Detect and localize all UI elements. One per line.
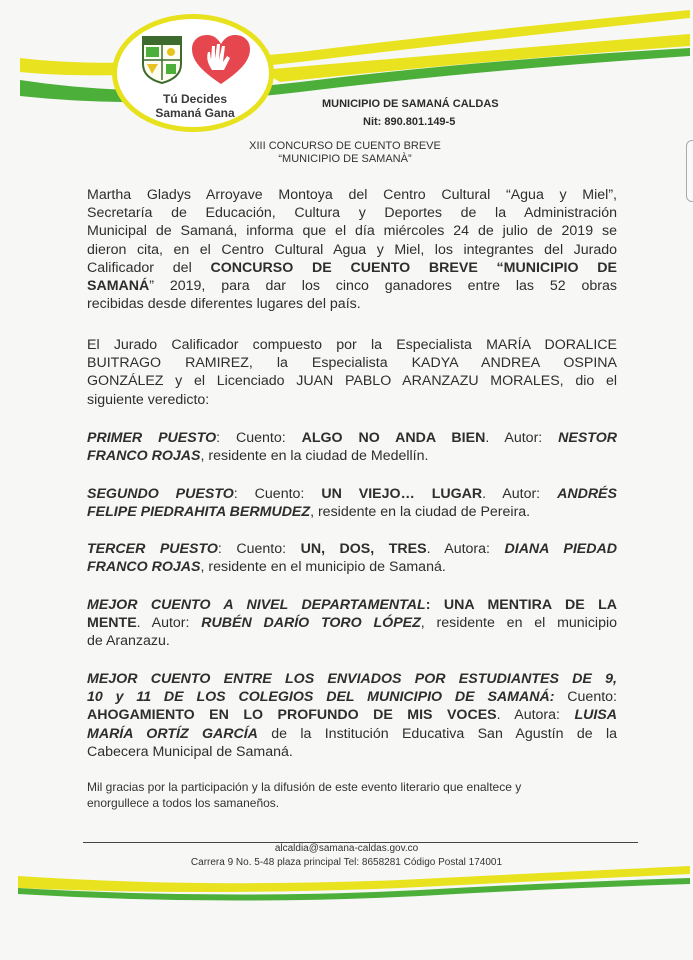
text-span: Cuento: [554,689,617,706]
footer-address: Carrera 9 No. 5-48 plaza principal Tel: 8658281 Código Postal 174001 [190,857,503,868]
author-name: FRANCO ROJAS [87,559,201,576]
text-line [87,447,617,465]
first-place-entry [87,429,617,465]
contest-title: XIII CONCURSO DE CUENTO BREVE [249,140,441,152]
text-line [87,725,617,743]
text-line [87,503,617,521]
text-line: BUITRAGO RAMIREZ, la Especialista KADYA ANDREA OSPINA [87,355,617,372]
story-title: UN, DOS, TRES [300,541,427,557]
text-line: recibidas desde diferentes lugares del país. [87,296,361,313]
text-span: , residente en el municipio de Samaná. [200,559,446,576]
text-span: , residente en la ciudad de Medellín. [200,448,429,465]
shield-crest-icon [140,34,184,84]
place-label: MEJOR CUENTO ENTRE LOS ENVIADOS POR ESTUDIANTES DE 9, [87,671,617,687]
text-line: Municipal de Samaná, informa que el día miércoles 24 de julio de 2019 se [87,223,617,240]
text-span: : Cuento: [217,541,287,557]
author-name: FELIPE PIEDRAHITA BERMUDEZ [87,504,311,521]
text-line: Secretaría de Educación, Cultura y Deportes de la Administración [87,205,617,222]
story-title: AHOGAMIENTO EN LO PROFUNDO DE MIS VOCES [87,707,497,724]
text-line [87,429,617,447]
text-line: de Aranzazu. [87,633,170,650]
text-line: Cabecera Municipal de Samaná. [87,743,293,760]
intro-paragraph [87,186,617,313]
author-name: DIANA PIEDAD [504,541,618,557]
place-label: MEJOR CUENTO A NIVEL DEPARTAMENTAL [87,597,426,613]
heart-hand-icon [190,34,252,86]
text-span: . Autora: [496,707,560,724]
municipality-nit: Nit: 890.801.149-5 [363,116,456,128]
story-title: : UNA MENTIRA DE LA [425,597,617,613]
author-name: MARÍA ORTÍZ GARCÍA [87,725,258,742]
page-edge-tab [686,140,693,202]
text-span: de la Institución Educativa San Agustín de la [257,725,617,742]
text-span: . Autor: [485,430,543,446]
author-name: RUBÉN DARÍO TORO LÓPEZ [201,615,421,632]
text-line [87,688,617,706]
text-line [87,670,617,688]
text-span: , residente en el municipio [420,615,617,632]
place-label: PRIMER PUESTO [87,430,217,446]
text-line: GONZÁLEZ y el Licenciado JUAN PABLO ARANZAZU MORALES, dio el [87,373,617,390]
slogan-line: Samaná Gana [155,106,235,120]
text-span: . Autor: [482,486,541,502]
text-line: Martha Gladys Arroyave Montoya del Centro Cultural “Agua y Miel”, [87,187,617,203]
story-title: ALGO NO ANDA BIEN [301,430,486,446]
text-span: . Autora: [426,541,490,557]
slogan-line: Tú Decides [162,92,228,106]
contest-name: SAMANÁ [87,278,150,295]
text-line: siguiente veredicto: [87,391,210,408]
contest-name: CONCURSO DE CUENTO BREVE “MUNICIPIO DE [210,259,617,276]
author-name: NESTOR [558,430,618,446]
students-entry [87,670,617,761]
author-name: FRANCO ROJAS [87,448,201,465]
text-line: dieron cita, en el Centro Cultural Agua y Miel, los integrantes del Jurado [87,241,617,258]
text-span: : Cuento: [233,486,305,502]
author-name: ANDRÉS [557,486,617,502]
text-span: ” 2019, para dar los cinco ganadores entre las 52 obras [149,278,617,295]
text-line [87,259,617,277]
text-line [87,277,617,295]
contest-subtitle: “MUNICIPIO DE SAMANÀ” [278,153,412,165]
third-place-entry [87,540,617,576]
text-line [87,540,617,558]
municipality-name: MUNICIPIO DE SAMANÁ CALDAS [322,98,499,110]
text-line [87,596,617,614]
departmental-entry [87,596,617,651]
place-label: 10 y 11 DE LOS COLEGIOS DEL MUNICIPIO DE SAMANÁ: [87,689,555,706]
text-line [87,485,617,503]
text-line [87,614,617,632]
text-line [87,558,617,576]
text-span: : Cuento: [216,430,286,446]
text-line: enorgullece a todos los samaneños. [87,796,280,810]
footer-email: alcaldia@samana-caldas.gov.co [274,843,419,854]
text-line: El Jurado Calificador compuesto por la Especialista MARÍA DORALICE [87,337,617,353]
text-line [87,706,617,724]
text-span: . Autor: [136,615,190,632]
text-line: Mil gracias por la participación y la difusión de este evento literario que enaltece y [87,780,522,794]
text-span: , residente en la ciudad de Pereira. [310,504,531,521]
second-place-entry [87,485,617,521]
story-title: MENTE [87,615,137,632]
thanks-paragraph [87,779,617,811]
jury-paragraph [87,336,617,409]
place-label: SEGUNDO PUESTO [87,486,234,502]
author-name: LUISA [574,707,617,724]
story-title: UN VIEJO… LUGAR [321,486,483,502]
text-span: Calificador del [87,259,192,276]
place-label: TERCER PUESTO [87,541,218,557]
